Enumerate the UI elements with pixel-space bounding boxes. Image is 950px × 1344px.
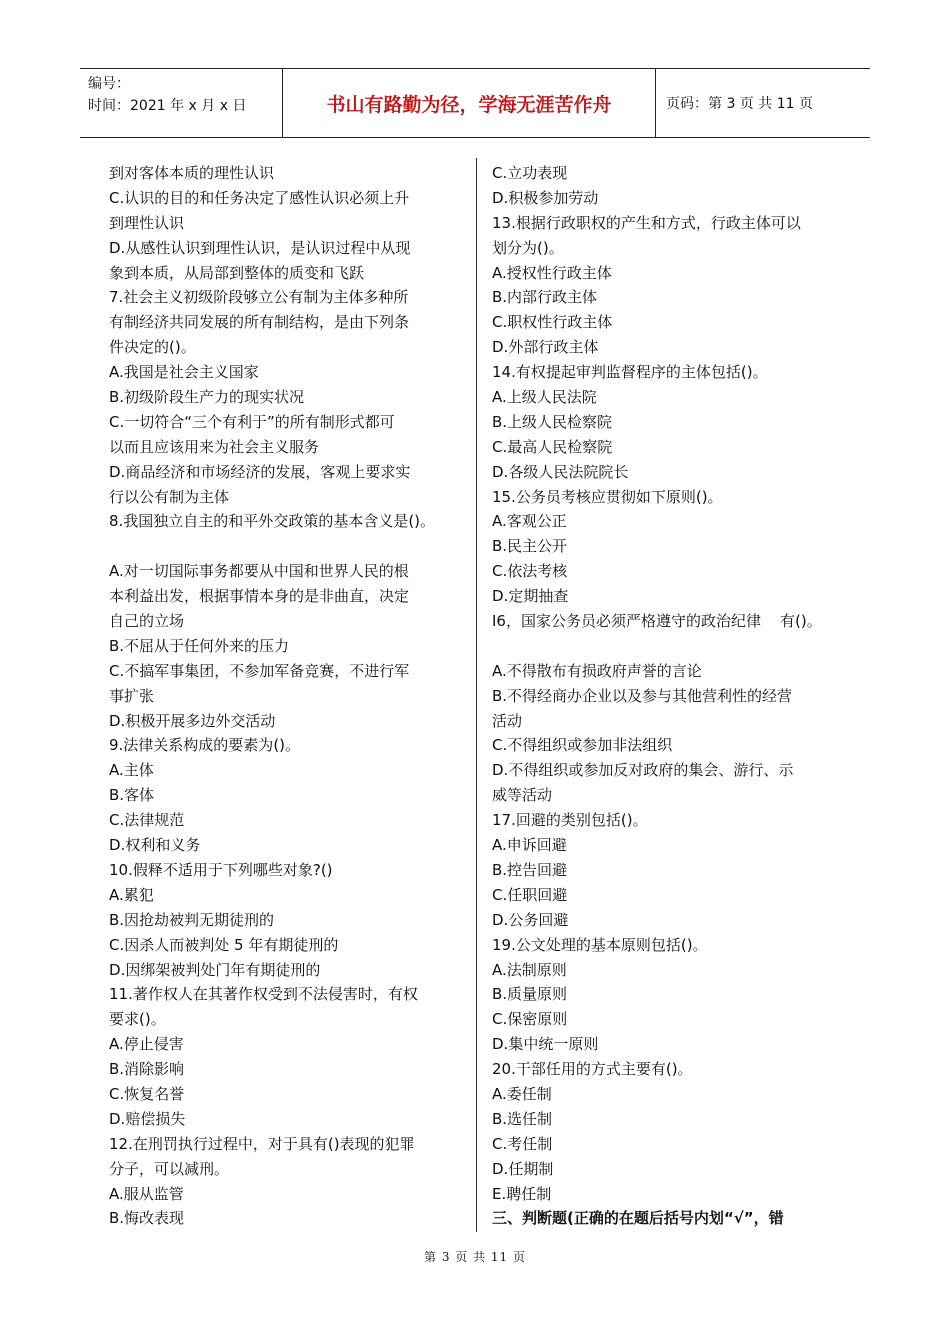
text-line: C.立功表现 [492,164,568,182]
header-motto: 书山有路勤为径，学海无涯苦作舟 [282,69,656,137]
text-line: 10.假释不适用于下列哪些对象?() [109,860,333,879]
text-line: I6，国家公务员必须严格遵守的政治纪律 有()。 [492,612,822,631]
text-line: A.委任制 [492,1084,552,1103]
text-line: 19.公文处理的基本原则包括()。 [492,935,708,954]
text-line: B.上级人民检察院 [492,412,613,431]
text-line: A.服从监管 [109,1184,184,1203]
text-line: A.停止侵害 [109,1035,184,1054]
text-line: D.定期抽查 [492,587,569,606]
text-line: D.积极开展多边外交活动 [109,711,276,730]
text-line: C.依法考核 [492,562,568,581]
text-line: C.因杀人而被判处 5 年有期徒刑的 [109,935,339,954]
text-line: D.集中统一原则 [492,1035,599,1054]
text-line: C.最高人民检察院 [492,437,613,456]
left-column [109,161,464,1231]
text-line: 到理性认识 [109,213,185,232]
text-line: 20.干部任用的方式主要有()。 [492,1060,693,1079]
text-line: B.客体 [109,786,155,805]
text-line: A.客观公正 [492,512,567,531]
text-line: 15.公务员考核应贯彻如下原则()。 [492,487,723,506]
text-line: 有制经济共同发展的所有制结构，是由下列条 [109,313,410,332]
text-line: E.聘任制 [492,1184,552,1203]
page-footer: 第 3 页 共 11 页 [424,1250,526,1264]
text-line: D.公务回避 [492,910,569,929]
text-line: C.考任制 [492,1134,553,1153]
text-line: 要求()。 [109,1010,166,1029]
text-line: C.一切符合“三个有利于”的所有制形式都可 [109,412,395,431]
text-line: 14.有权提起审判监督程序的主体包括()。 [492,363,768,382]
text-line: C.保密原则 [492,1010,568,1029]
text-line: D.因绑架被判处门年有期徒刑的 [109,960,321,979]
text-line: 11.著作权人在其著作权受到不法侵害时，有权 [109,985,418,1004]
text-line: C.法律规范 [109,811,185,830]
column-divider [476,158,477,1232]
text-line: 8.我国独立自主的和平外交政策的基本含义是()。 [109,512,436,531]
text-line: A.不得散布有损政府声誉的言论 [492,661,702,680]
right-column [492,161,852,1231]
text-line: 以而且应该用来为社会主义服务 [109,437,320,456]
text-line: B.不得经商办企业以及参与其他营利性的经营 [492,686,793,705]
text-line: 件决定的()。 [109,338,196,357]
text-line: A.申诉回避 [492,836,567,855]
text-line: B.质量原则 [492,985,568,1004]
text-line: D.各级人民法院院长 [492,462,629,481]
text-line: C.职权性行政主体 [492,313,613,332]
text-line: 活动 [492,711,523,730]
text-line: C.恢复名誉 [109,1084,185,1103]
text-line: 7.社会主义初级阶段够立公有制为主体多种所 [109,288,409,307]
text-line: 划分为()。 [492,238,564,257]
text-line: D.赔偿损失 [109,1109,186,1128]
text-line: D.外部行政主体 [492,338,599,357]
text-line: 17.回避的类别包括()。 [492,811,648,830]
text-line: D.商品经济和市场经济的发展，客观上要求实 [109,462,411,481]
text-line: D.不得组织或参加反对政府的集会、游行、示 [492,761,794,780]
header-page-code: 页码：第 3 页 共 11 页 [666,96,813,112]
text-line: D.积极参加劳动 [492,188,599,207]
text-line: 自己的立场 [109,612,185,631]
text-line: 象到本质，从局部到整体的质变和飞跃 [109,263,365,282]
text-line: 威等活动 [492,786,553,805]
text-line: B.不屈从于任何外来的压力 [109,636,290,655]
text-line: D.从感性认识到理性认识，是认识过程中从现 [109,238,411,257]
text-line: B.选任制 [492,1109,553,1128]
text-line: 分子，可以减刑。 [109,1159,230,1178]
text-line: 12.在刑罚执行过程中，对于具有()表现的犯罪 [109,1134,415,1153]
text-line: A.对一切国际事务都要从中国和世界人民的根 [109,562,409,581]
text-line: B.控告回避 [492,860,568,879]
section-heading: 三、判断题(正确的在题后括号内划“√”，错 [492,1209,784,1228]
text-line: D.任期制 [492,1159,554,1178]
number-label: 编号： [88,76,130,92]
page-header [80,68,870,138]
date-label: 时间：2021 年 x 月 x 日 [88,98,247,114]
text-line: A.授权性行政主体 [492,263,612,282]
text-line: 行以公有制为主体 [109,487,230,506]
text-line: B.消除影响 [109,1060,185,1079]
text-line: A.法制原则 [492,960,567,979]
text-line [492,634,852,659]
text-line: A.累犯 [109,885,154,904]
header-meta [80,69,282,137]
text-line: D.权利和义务 [109,836,201,855]
text-line: A.主体 [109,761,154,780]
text-line: 13.根据行政职权的产生和方式，行政主体可以 [492,213,801,232]
text-line: A.上级人民法院 [492,388,597,407]
text-line: B.民主公开 [492,537,568,556]
text-line: C.认识的目的和任务决定了感性认识必须上升 [109,188,410,207]
text-line: B.初级阶段生产力的现实状况 [109,388,305,407]
text-line: A.我国是社会主义国家 [109,363,259,382]
text-line [109,534,464,559]
text-line: C.不搞军事集团，不参加军备竞赛，不进行军 [109,661,410,680]
text-line: C.不得组织或参加非法组织 [492,736,673,755]
text-line: B.因抢劫被判无期徒刑的 [109,910,275,929]
text-line: 到对客体本质的理性认识 [109,164,275,182]
text-line: B.悔改表现 [109,1209,185,1228]
text-line: 本利益出发，根据事情本身的是非曲直，决定 [109,587,410,606]
text-line: 事扩张 [109,686,155,705]
text-line: B.内部行政主体 [492,288,598,307]
text-line: C.任职回避 [492,885,568,904]
text-line: 9.法律关系构成的要素为()。 [109,736,301,755]
